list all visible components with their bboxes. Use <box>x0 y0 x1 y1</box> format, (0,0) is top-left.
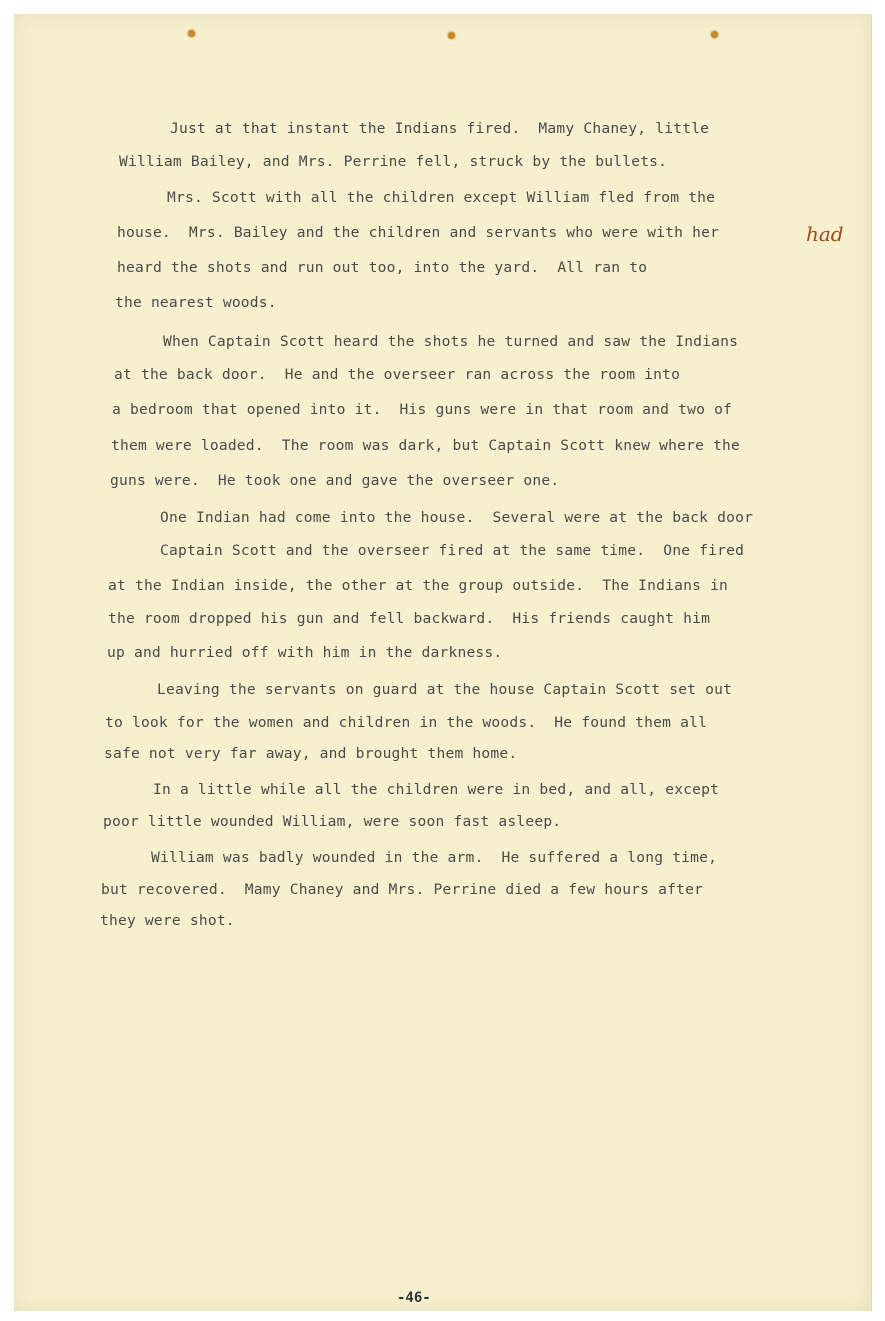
document-page <box>14 14 872 1311</box>
page-number: -46- <box>397 1290 431 1306</box>
text-line: In a little while all the children were in bed, and all, except <box>153 781 720 798</box>
text-line: safe not very far away, and brought them home. <box>104 745 518 762</box>
text-line: When Captain Scott heard the shots he turned and saw the Indians <box>163 333 739 350</box>
text-line: house. Mrs. Bailey and the children and servants who were with her <box>117 224 720 241</box>
text-line: to look for the women and children in the woods. He found them all <box>105 714 708 731</box>
pin-hole-left <box>188 30 195 37</box>
text-line: poor little wounded William, were soon fast asleep. <box>103 813 562 830</box>
text-line: Captain Scott and the overseer fired at the same time. One fired <box>160 542 745 559</box>
text-line: the room dropped his gun and fell backward. His friends caught him <box>108 610 711 627</box>
text-line: Leaving the servants on guard at the house Captain Scott set out <box>157 681 733 698</box>
text-line: they were shot. <box>100 912 235 929</box>
text-line: One Indian had come into the house. Several were at the back door <box>160 509 754 526</box>
text-line: them were loaded. The room was dark, but Captain Scott knew where the <box>111 437 741 454</box>
text-line: at the Indian inside, the other at the group outside. The Indians in <box>108 577 729 594</box>
pin-hole-right <box>711 31 718 38</box>
text-line: heard the shots and run out too, into the yard. All ran to <box>117 259 648 276</box>
text-line: at the back door. He and the overseer ran across the room into <box>114 366 681 383</box>
text-line: the nearest woods. <box>115 294 277 311</box>
text-line: Mrs. Scott with all the children except William fled from the <box>167 189 716 206</box>
text-line: a bedroom that opened into it. His guns were in that room and two of <box>112 401 733 418</box>
text-line: up and hurried off with him in the darkness. <box>107 644 503 661</box>
text-line: guns were. He took one and gave the overseer one. <box>110 472 560 489</box>
handwritten-insert: had <box>806 222 844 246</box>
text-line: William Bailey, and Mrs. Perrine fell, struck by the bullets. <box>119 153 668 170</box>
pin-hole-center <box>448 32 455 39</box>
text-line: but recovered. Mamy Chaney and Mrs. Perrine died a few hours after <box>101 881 704 898</box>
text-line: Just at that instant the Indians fired. Mamy Chaney, little <box>170 120 710 137</box>
text-line: William was badly wounded in the arm. He suffered a long time, <box>151 849 718 866</box>
